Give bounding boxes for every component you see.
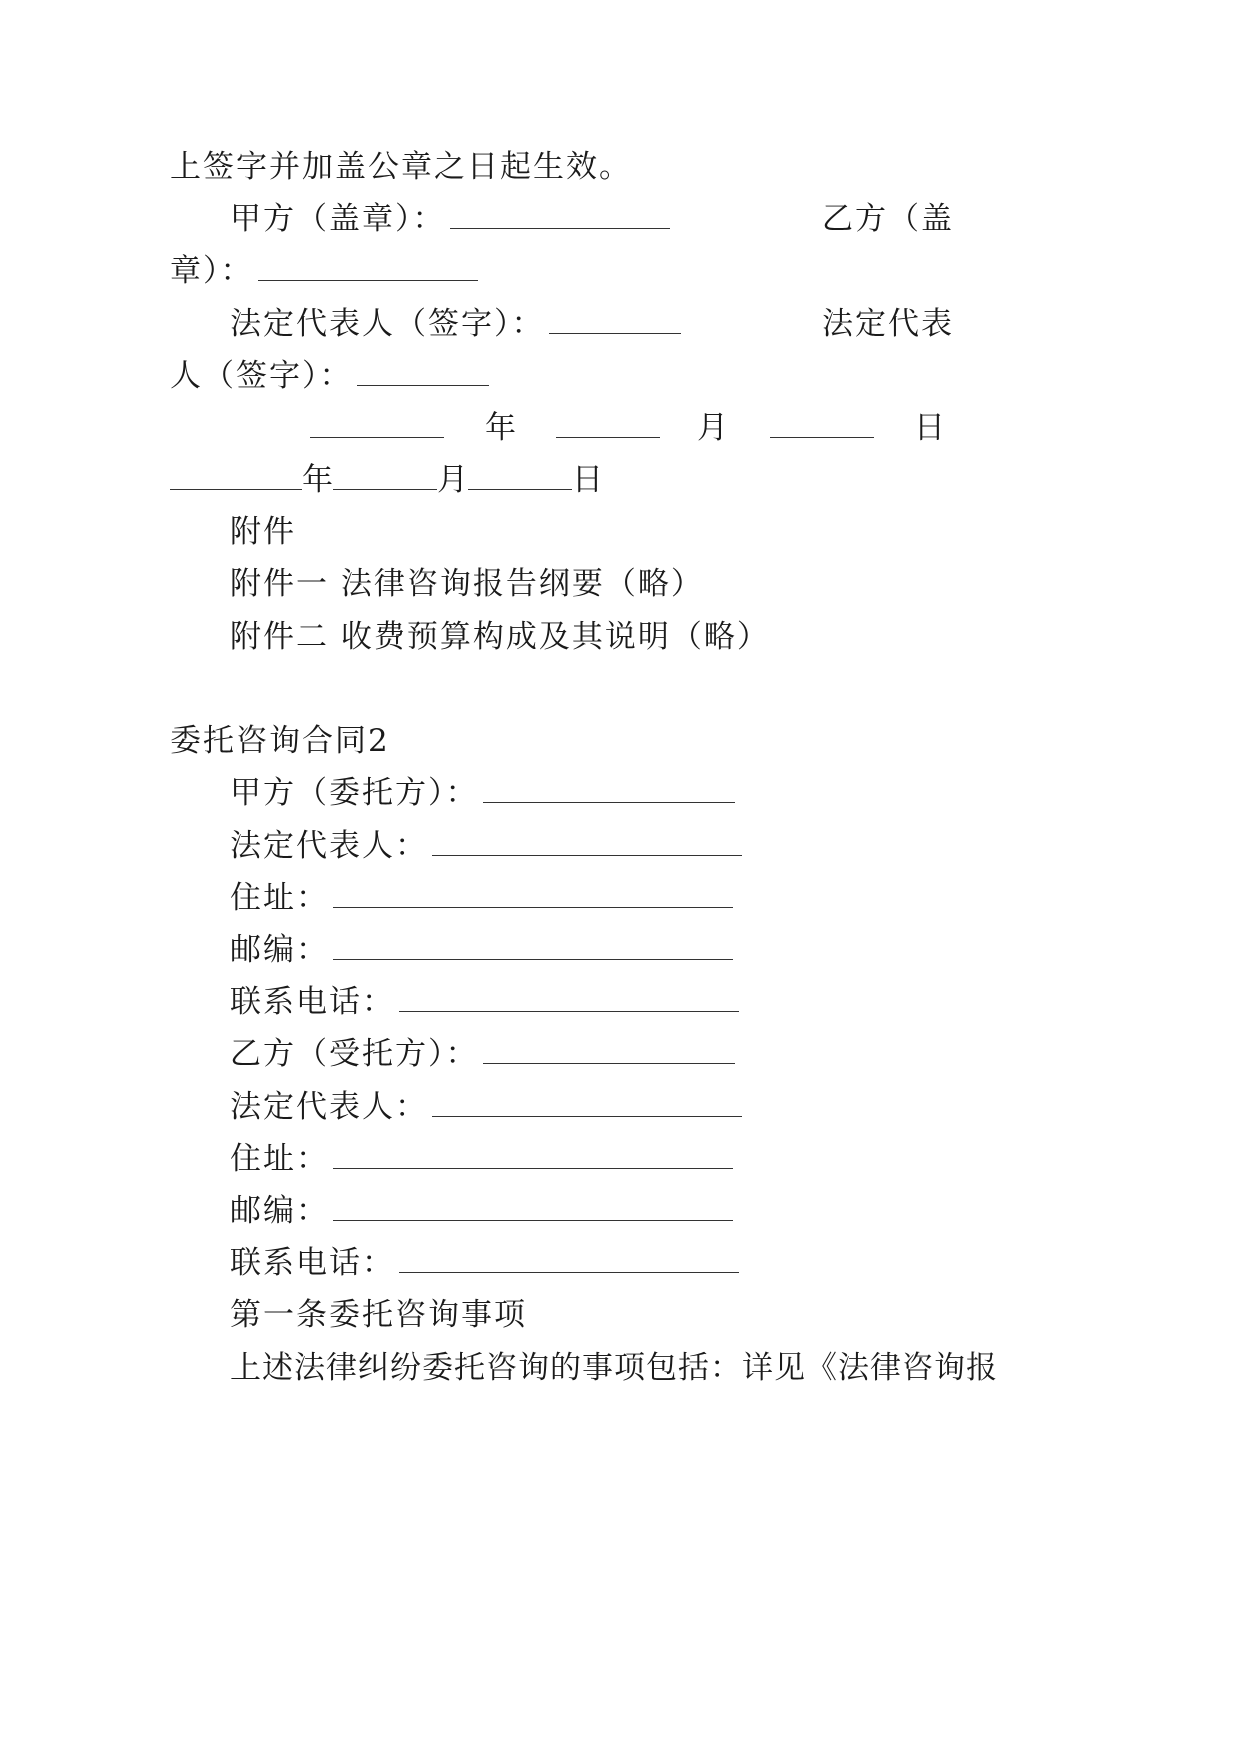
date-a-day-blank-wrap (766, 408, 874, 448)
party-b-label: 乙方（受托方）： (230, 1036, 479, 1072)
legal-rep-b-line (170, 356, 489, 396)
phone-b-blank[interactable] (399, 1244, 739, 1273)
address-a-blank[interactable] (333, 879, 733, 908)
party-b-seal-line (170, 251, 478, 291)
contract2-title (170, 721, 390, 761)
article-1-text: 上述法律纠纷委托咨询的事项包括：详见《法律咨询报 (230, 1350, 998, 1386)
contract2-address-a (230, 878, 733, 918)
legal-rep-b-label-start: 法定代表 (822, 306, 954, 342)
address-b-blank[interactable] (333, 1140, 733, 1169)
postcode-a-blank[interactable] (333, 931, 733, 960)
party-a-seal-blank[interactable] (450, 200, 670, 229)
article-1-heading (230, 1295, 527, 1335)
legal-rep-b2-label: 法定代表人： (230, 1089, 428, 1125)
date-a-year-blank[interactable] (310, 409, 444, 438)
date-b-line (170, 460, 603, 500)
legal-rep-a2-label: 法定代表人： (230, 828, 428, 864)
date-a-day-label: 日 (914, 410, 945, 446)
contract2-legal-rep-b (230, 1087, 742, 1127)
date-b-month-label: 月 (437, 462, 468, 498)
date-a-month-blank[interactable] (556, 409, 660, 438)
attachment-2-text: 附件二 收费预算构成及其说明（略） (230, 619, 770, 655)
contract2-phone-a (230, 982, 739, 1022)
party-a-seal-label: 甲方（盖章）： (230, 201, 446, 237)
party-b-seal-label-start: 乙方（盖 (822, 201, 954, 237)
party-b-seal-label-end: 章）： (170, 253, 254, 289)
attachments-label: 附件 (230, 514, 296, 550)
attachments-heading (230, 512, 296, 552)
party-b-seal-blank[interactable] (258, 252, 478, 281)
party-a-blank[interactable] (483, 774, 735, 803)
postcode-a-label: 邮编： (230, 932, 329, 968)
date-a-month-blank-wrap (552, 408, 660, 448)
contract2-party-b (230, 1034, 735, 1074)
party-a-label: 甲方（委托方）： (230, 775, 479, 811)
contract2-party-a (230, 773, 735, 813)
date-a-month-label: 月 (697, 410, 728, 446)
date-a-month (697, 408, 728, 448)
attachment-1 (230, 564, 704, 604)
contract2-address-b (230, 1139, 733, 1179)
date-b-year-label: 年 (302, 462, 333, 498)
legal-rep-b-label-end: 人（签字）： (170, 358, 353, 394)
phone-a-label: 联系电话： (230, 984, 395, 1020)
legal-rep-b-start (822, 304, 954, 344)
postcode-b-label: 邮编： (230, 1193, 329, 1229)
contract2-postcode-a (230, 930, 733, 970)
address-a-label: 住址： (230, 880, 329, 916)
legal-rep-b2-blank[interactable] (432, 1088, 742, 1117)
contract2-postcode-b (230, 1191, 733, 1231)
attachment-2 (230, 617, 770, 657)
date-a-year (485, 408, 516, 448)
effective-clause (170, 147, 632, 187)
party-b-seal-start (822, 199, 954, 239)
postcode-b-blank[interactable] (333, 1192, 733, 1221)
party-b-blank[interactable] (483, 1035, 735, 1064)
date-b-month-blank[interactable] (333, 461, 437, 490)
effective-text: 上签字并加盖公章之日起生效。 (170, 149, 632, 185)
date-a-year-label: 年 (485, 410, 516, 446)
legal-rep-a2-blank[interactable] (432, 827, 742, 856)
date-b-year-blank[interactable] (170, 461, 302, 490)
legal-rep-b-blank[interactable] (357, 357, 489, 386)
date-a-day (914, 408, 945, 448)
legal-rep-a-label: 法定代表人（签字）： (230, 306, 545, 342)
party-a-seal-line (230, 199, 670, 239)
contract2-title-text: 委托咨询合同2 (170, 723, 390, 759)
legal-rep-a-line (230, 304, 681, 344)
date-a-line (306, 408, 444, 448)
phone-a-blank[interactable] (399, 983, 739, 1012)
legal-rep-a-blank[interactable] (549, 305, 681, 334)
address-b-label: 住址： (230, 1141, 329, 1177)
date-a-day-blank[interactable] (770, 409, 874, 438)
date-b-day-blank[interactable] (468, 461, 572, 490)
contract2-phone-b (230, 1243, 739, 1283)
article-1-paragraph (230, 1348, 998, 1388)
contract2-legal-rep-a (230, 826, 742, 866)
attachment-1-text: 附件一 法律咨询报告纲要（略） (230, 566, 704, 602)
article-1-title: 第一条委托咨询事项 (230, 1297, 527, 1333)
phone-b-label: 联系电话： (230, 1245, 395, 1281)
date-b-day-label: 日 (572, 462, 603, 498)
